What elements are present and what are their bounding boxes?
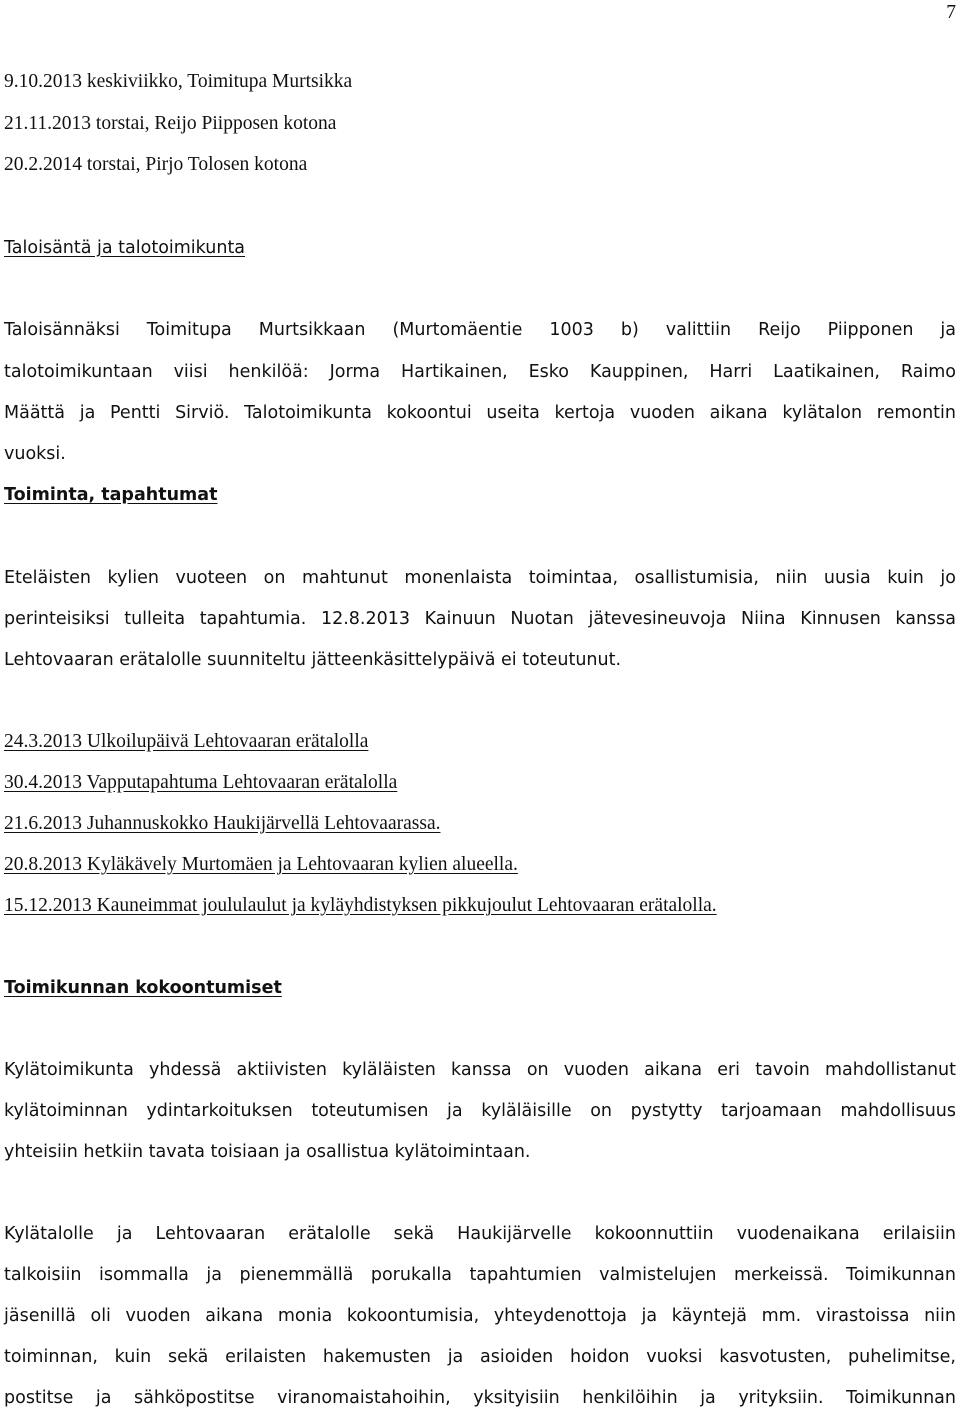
meeting-line: 9.10.2013 keskiviikko, Toimitupa Murtsikka <box>4 71 353 92</box>
paragraph-line: Kylätalolle ja Lehtovaaran erätalolle sekä Haukijärvelle kokoonnuttiin vuodenaikana erilaisiin <box>4 1224 956 1244</box>
meeting-line: 20.2.2014 torstai, Pirjo Tolosen kotona <box>4 154 308 175</box>
paragraph-line: jäsenillä oli vuoden aikana monia kokoontumisia, yhteydenottoja ja käyntejä mm. virastoissa niin <box>4 1306 956 1326</box>
paragraph-line: postitse ja sähköpostitse viranomaistahoihin, yksityisiin henkilöihin ja yrityksiin. Toimikunnan <box>4 1388 956 1408</box>
paragraph-line: Eteläisten kylien vuoteen on mahtunut monenlaista toimintaa, osallistumisia, niin uusia kuin jo <box>4 568 956 588</box>
event-item: 20.8.2013 Kyläkävely Murtomäen ja Lehtovaaran kylien alueella. <box>4 854 518 875</box>
paragraph-line: Määttä ja Pentti Sirviö. Talotoimikunta kokoontui useita kertoja vuoden aikana kylätalon remontin <box>4 403 956 423</box>
paragraph-line: yhteisiin hetkiin tavata toisiaan ja osallistua kylätoimintaan. <box>4 1142 531 1162</box>
event-item: 15.12.2013 Kauneimmat joululaulut ja kyläyhdistyksen pikkujoulut Lehtovaaran erätalolla. <box>4 895 717 916</box>
section-heading-taloisanta: Taloisäntä ja talotoimikunta <box>4 238 246 258</box>
section-heading-kokoontumiset: Toimikunnan kokoontumiset <box>4 978 282 998</box>
paragraph-line: talkoisiin isommalla ja pienemmällä porukalla tapahtumien valmistelujen merkeissä. Toimikunnan <box>4 1265 956 1285</box>
paragraph-line: talotoimikuntaan viisi henkilöä: Jorma Hartikainen, Esko Kauppinen, Harri Laatikainen, Raimo <box>4 362 956 382</box>
paragraph-line: perinteisiksi tulleita tapahtumia. 12.8.2013 Kainuun Nuotan jätevesineuvoja Niina Kinnusen kanssa <box>4 609 956 629</box>
page-number: 7 <box>946 2 956 23</box>
event-item: 21.6.2013 Juhannuskokko Haukijärvellä Lehtovaarassa. <box>4 813 441 834</box>
paragraph-line: Kylätoimikunta yhdessä aktiivisten kyläläisten kanssa on vuoden aikana eri tavoin mahdollistanut <box>4 1060 956 1080</box>
event-item: 30.4.2013 Vapputapahtuma Lehtovaaran erätalolla <box>4 772 398 793</box>
paragraph-line: Taloisännäksi Toimitupa Murtsikkaan (Murtomäentie 1003 b) valittiin Reijo Piipponen ja <box>4 320 956 340</box>
paragraph-line: toiminnan, kuin sekä erilaisten hakemusten ja asioiden hoidon vuoksi kasvotusten, puhelimitse, <box>4 1347 956 1367</box>
event-item: 24.3.2013 Ulkoilupäivä Lehtovaaran erätalolla <box>4 731 369 752</box>
paragraph-line: kylätoiminnan ydintarkoituksen toteutumisen ja kyläläisille on pystytty tarjoamaan mahdollisuus <box>4 1101 956 1121</box>
paragraph-line: Lehtovaaran erätalolle suunniteltu jätteenkäsittelypäivä ei toteutunut. <box>4 650 622 670</box>
meeting-line: 21.11.2013 torstai, Reijo Piipposen kotona <box>4 113 337 134</box>
paragraph-line: vuoksi. <box>4 444 66 464</box>
section-heading-toiminta: Toiminta, tapahtumat <box>4 485 218 505</box>
